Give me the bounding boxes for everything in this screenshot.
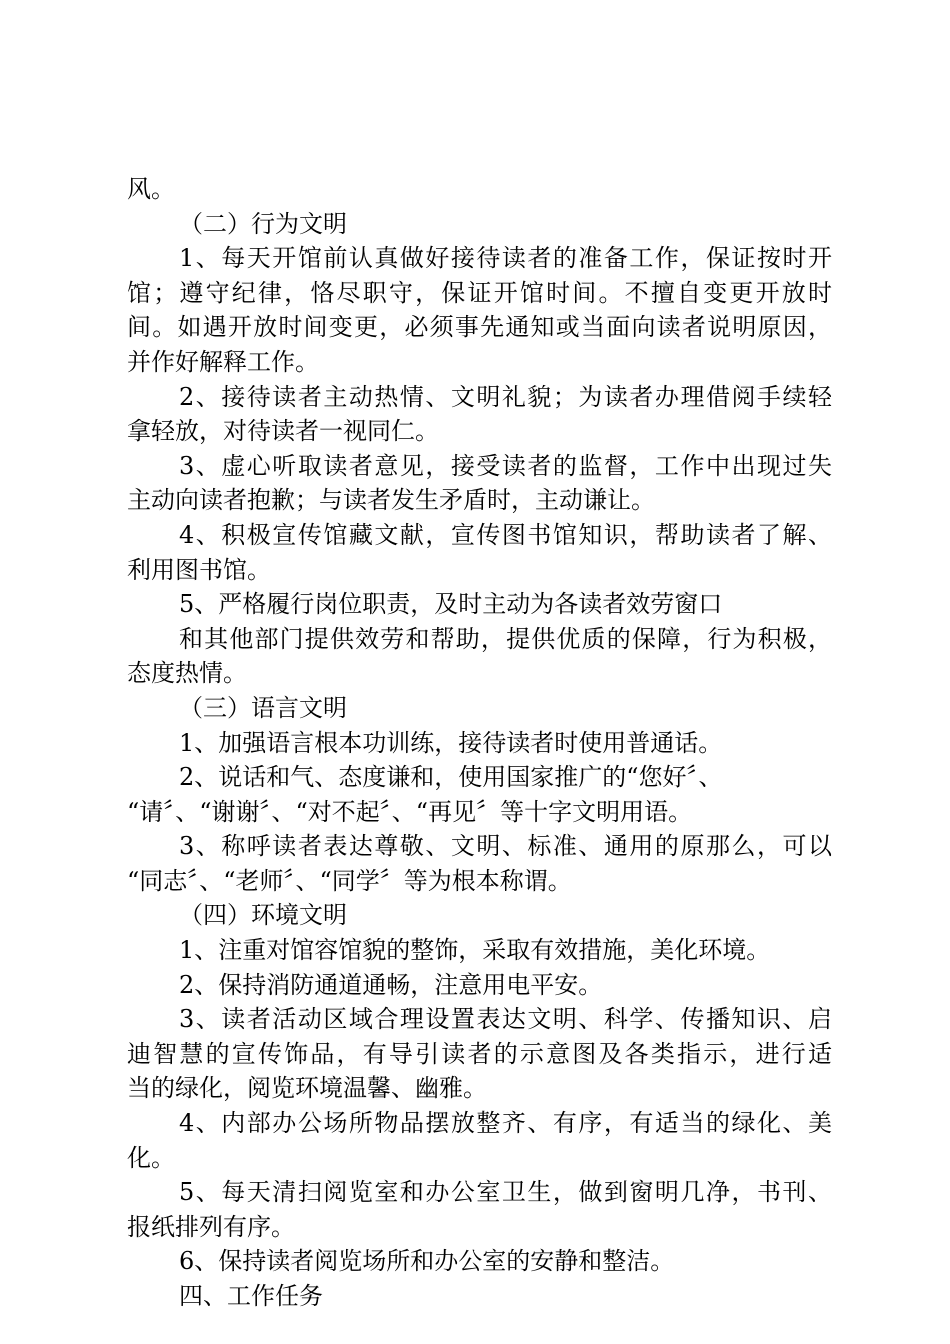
text-line: （四）环境文明 bbox=[179, 901, 347, 930]
text-line: （三）语言文明 bbox=[179, 693, 347, 722]
text-line: 主动向读者抱歉；与读者发生矛盾时，主动谦让。 bbox=[127, 486, 655, 515]
text-line: 4、内部办公场所物品摆放整齐、有序，有适当的绿化、美 bbox=[179, 1109, 832, 1138]
text-line: 1、每天开馆前认真做好接待读者的准备工作，保证按时开 bbox=[179, 244, 832, 273]
text-line: 1、注重对馆容馆貌的整饰，采取有效措施，美化环境。 bbox=[179, 936, 771, 965]
text-line: 2、接待读者主动热情、文明礼貌；为读者办理借阅手续轻 bbox=[179, 382, 832, 411]
text-line: 迪智慧的宣传饰品，有导引读者的示意图及各类指示，进行适 bbox=[127, 1039, 832, 1068]
text-line: 报纸排列有序。 bbox=[127, 1212, 295, 1241]
text-line: 馆；遵守纪律，恪尽职守，保证开馆时间。不擅自变更开放时 bbox=[127, 278, 832, 307]
text-line: 化。 bbox=[127, 1143, 175, 1172]
text-line: 当的绿化，阅览环境温馨、幽雅。 bbox=[127, 1074, 487, 1103]
text-line: 风。 bbox=[127, 175, 175, 203]
text-line: 四、工作任务 bbox=[179, 1282, 323, 1310]
text-line: 5、严格履行岗位职责，及时主动为各读者效劳窗口 bbox=[179, 590, 723, 619]
text-line: 1、加强语言根本功训练，接待读者时使用普通话。 bbox=[179, 728, 723, 757]
text-line: 2、保持消防通道通畅，注意用电平安。 bbox=[179, 970, 603, 999]
text-line: 3、虚心听取读者意见，接受读者的监督，工作中出现过失 bbox=[179, 451, 832, 480]
text-line: 间。如遇开放时间变更，必须事先通知或当面向读者说明原因， bbox=[127, 313, 832, 342]
text-line: 态度热情。 bbox=[127, 659, 247, 688]
text-line: 并作好解释工作。 bbox=[127, 347, 319, 376]
text-line: （二）行为文明 bbox=[179, 209, 347, 238]
text-line: “同志〞、“老师〞、“同学〞等为根本称谓。 bbox=[127, 866, 572, 895]
text-line: 2、说话和气、态度谦和，使用国家推广的“您好〞、 bbox=[179, 763, 723, 792]
document-body bbox=[127, 172, 832, 1314]
text-line: 3、读者活动区域合理设置表达文明、科学、传播知识、启 bbox=[179, 1005, 832, 1034]
text-line: 6、保持读者阅览场所和办公室的安静和整洁。 bbox=[179, 1247, 675, 1276]
text-line: 4、积极宣传馆藏文献，宣传图书馆知识，帮助读者了解、 bbox=[179, 520, 832, 549]
text-line: “请〞、“谢谢〞、“对不起〞、“再见〞等十字文明用语。 bbox=[127, 797, 693, 826]
text-line: 利用图书馆。 bbox=[127, 555, 271, 584]
text-line: 和其他部门提供效劳和帮助，提供优质的保障，行为积极， bbox=[179, 624, 832, 653]
text-line: 拿轻放，对待读者一视同仁。 bbox=[127, 417, 439, 446]
text-line: 3、称呼读者表达尊敬、文明、标准、通用的原那么，可以 bbox=[179, 832, 832, 861]
text-line: 5、每天清扫阅览室和办公室卫生，做到窗明几净，书刊、 bbox=[179, 1178, 832, 1207]
